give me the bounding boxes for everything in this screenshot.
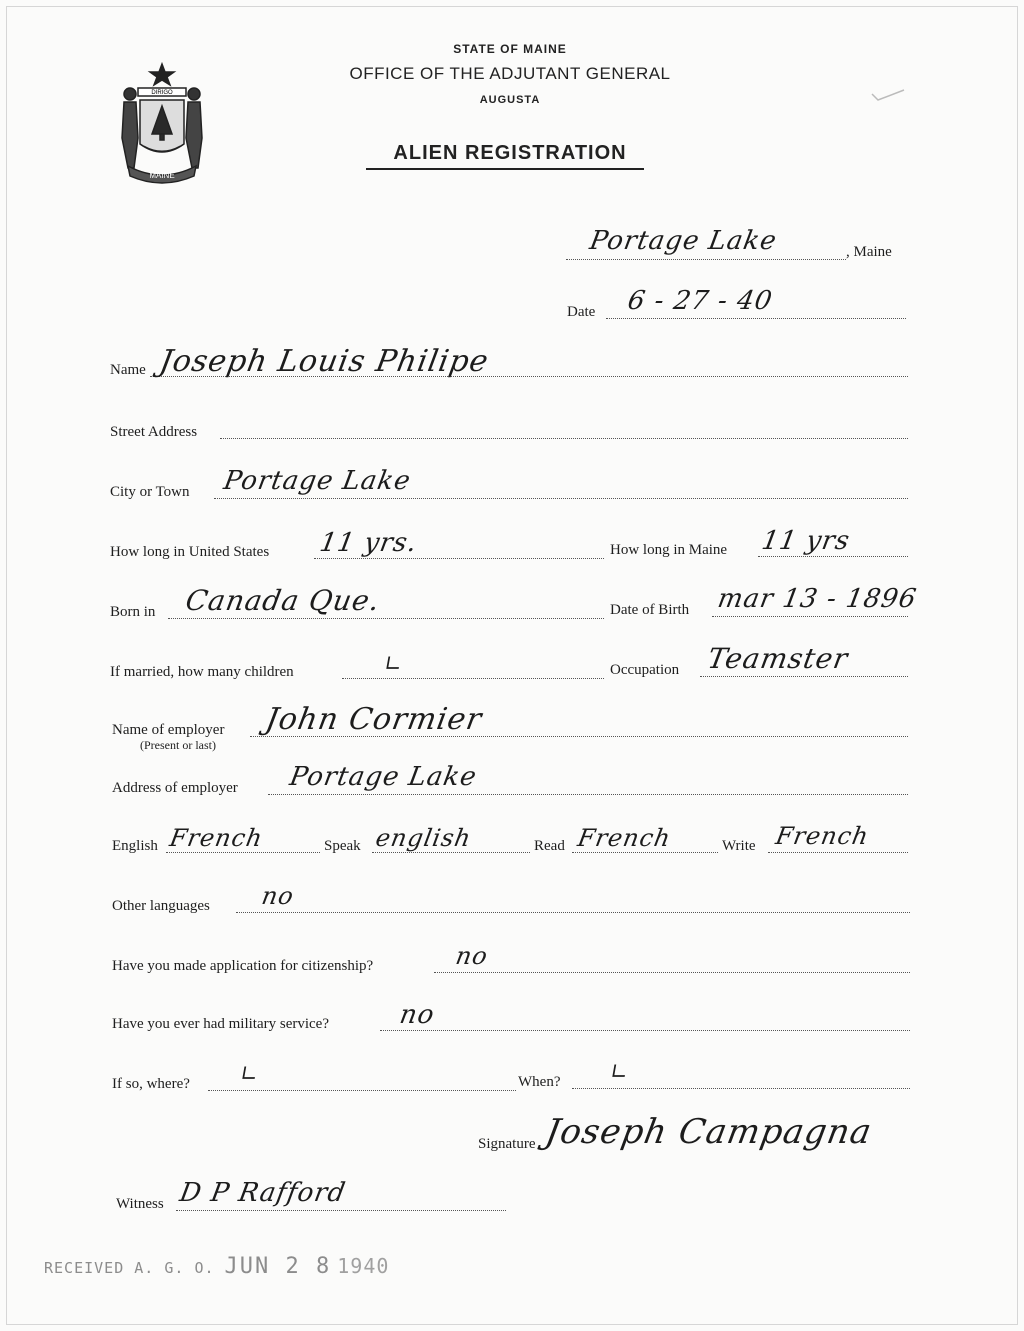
military-line (380, 1030, 910, 1031)
children-label: If married, how many children (110, 664, 294, 680)
stamp-date: JUN 2 8 (224, 1254, 332, 1279)
signature-entry: Joseph Campagna (542, 1112, 876, 1152)
date-entry: 6 - 27 - 40 (625, 286, 775, 316)
citizenship-entry: no (453, 942, 491, 970)
employer-entry: John Cormier (262, 702, 485, 737)
children-line (342, 678, 604, 679)
city-label: City or Town (110, 484, 190, 500)
title-underline (366, 168, 644, 170)
date-label: Date (567, 304, 596, 320)
witness-label: Witness (116, 1196, 164, 1212)
witness-entry: D P Rafford (177, 1178, 349, 1208)
stamp-received: RECEIVED A. G. O. (44, 1259, 215, 1277)
english-entry: French (167, 824, 266, 852)
where-line (208, 1090, 516, 1091)
how-long-maine-label: How long in Maine (610, 542, 728, 558)
received-stamp (44, 1254, 389, 1279)
how-long-us-line (314, 558, 604, 559)
place-line (566, 259, 846, 260)
read-label: Read (534, 838, 565, 854)
read-line (572, 852, 718, 853)
seal-motto: DIRIGO (151, 90, 173, 96)
born-in-line (168, 618, 604, 619)
occupation-line (700, 676, 908, 677)
name-entry: Joseph Louis Philipe (156, 344, 492, 379)
header-state: STATE OF MAINE (453, 42, 567, 56)
write-line (768, 852, 908, 853)
employer-address-label: Address of employer (112, 780, 238, 796)
maine-label: , Maine (846, 244, 892, 260)
military-entry: no (397, 1000, 438, 1030)
maine-state-seal-icon (108, 60, 216, 184)
dob-line (712, 616, 908, 617)
speak-entry: english (373, 824, 474, 852)
occupation-label: Occupation (610, 662, 680, 678)
write-entry: French (773, 822, 872, 850)
where-label: If so, where? (112, 1076, 190, 1092)
occupation-entry: Teamster (705, 642, 851, 675)
how-long-maine-line (758, 556, 908, 557)
stamp-year: 1940 (337, 1254, 390, 1278)
when-line (572, 1088, 910, 1089)
place-entry: Portage Lake (587, 226, 780, 256)
employer-label: Name of employer (112, 722, 225, 738)
write-label: Write (722, 838, 756, 854)
city-line (214, 498, 908, 499)
citizenship-label: Have you made application for citizenship? (112, 958, 374, 974)
check-mark-icon (870, 88, 906, 102)
other-languages-entry: no (259, 882, 297, 910)
name-label: Name (110, 362, 146, 378)
born-in-label: Born in (110, 604, 156, 620)
seal-caption: MAINE (149, 171, 175, 180)
english-line (166, 852, 320, 853)
how-long-maine-entry: 11 yrs (759, 526, 853, 556)
speak-label: Speak (324, 838, 361, 854)
witness-line (176, 1210, 506, 1211)
citizenship-line (434, 972, 910, 973)
when-label: When? (518, 1074, 561, 1090)
dob-entry: mar 13 - 1896 (715, 584, 920, 614)
city-entry: Portage Lake (221, 466, 414, 496)
header-city: AUGUSTA (479, 94, 541, 106)
speak-line (372, 852, 530, 853)
employer-note: (Present or last) (140, 738, 216, 752)
born-in-entry: Canada Que. (183, 584, 383, 617)
read-entry: French (575, 824, 674, 852)
military-label: Have you ever had military service? (112, 1016, 329, 1032)
employer-address-entry: Portage Lake (287, 762, 480, 792)
how-long-us-entry: 11 yrs. (317, 528, 420, 558)
dob-label: Date of Birth (610, 602, 690, 618)
other-languages-line (236, 912, 910, 913)
street-label: Street Address (110, 424, 198, 440)
when-entry: ∟ (607, 1060, 632, 1085)
children-entry: ∟ (381, 652, 406, 677)
employer-address-line (268, 794, 908, 795)
street-line (220, 438, 908, 439)
other-languages-label: Other languages (112, 898, 210, 914)
where-entry: ∟ (237, 1062, 262, 1087)
page-title: ALIEN REGISTRATION (393, 142, 627, 164)
header-office: OFFICE OF THE ADJUTANT GENERAL (349, 64, 671, 83)
english-label: English (112, 838, 158, 854)
signature-label: Signature (478, 1136, 536, 1152)
how-long-us-label: How long in United States (110, 544, 270, 560)
date-line (606, 318, 906, 319)
